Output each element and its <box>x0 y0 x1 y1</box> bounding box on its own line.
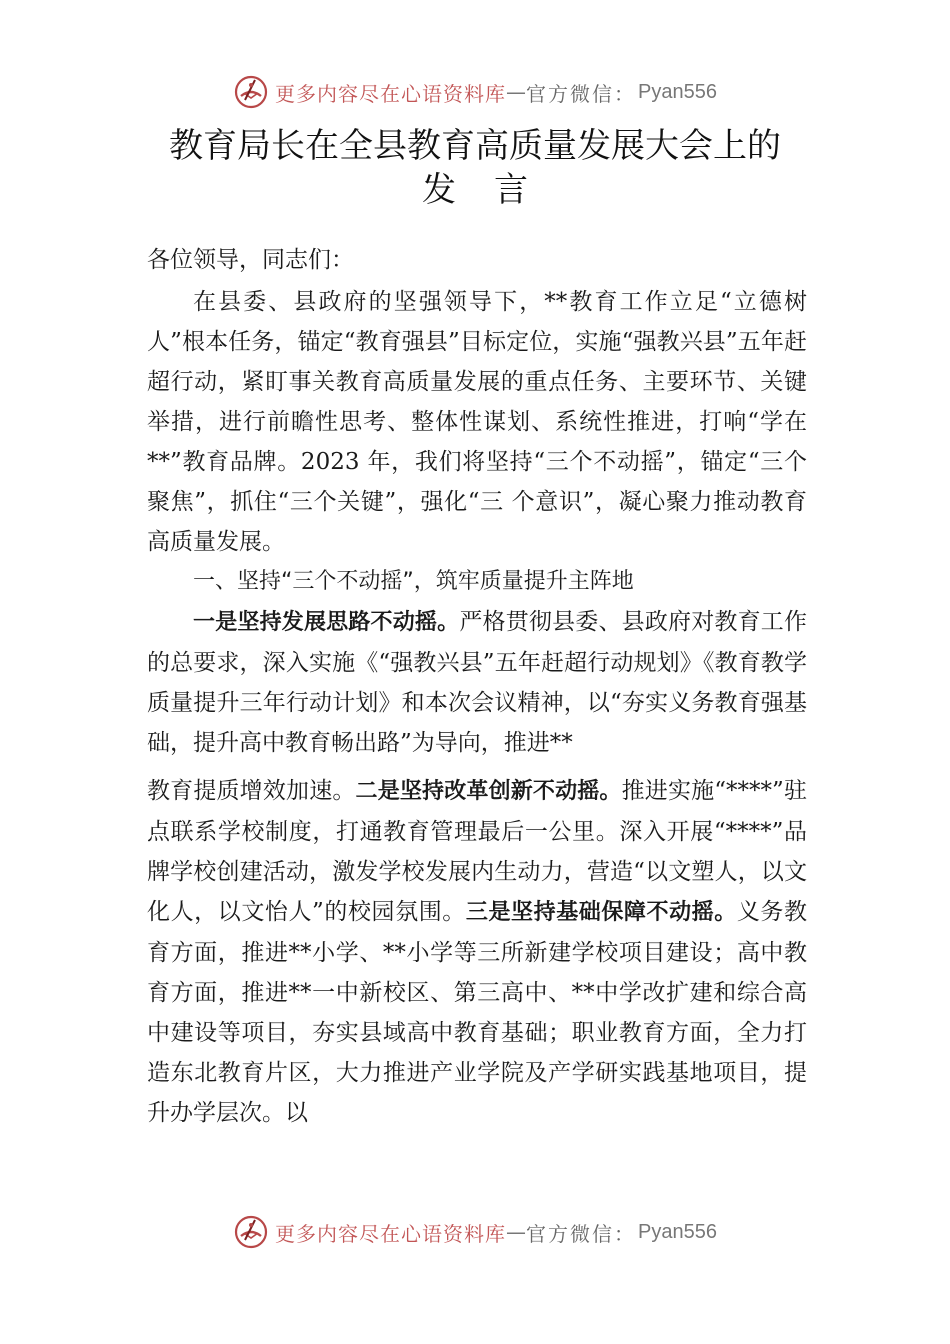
point-3-text: 义务教育方面，推进**小学、**小学等三所新建学校项目建设；高中教育方面，推进**一中新校区、第三高中、**中学改扩建和综合高中建设等项目，夯实县域高中教育基础；职业教育方面，全力打造东北教育片区，大力推进产业学院及产学研实践基地项目，提升办学层次。以 <box>147 899 807 1126</box>
banner-separator: — <box>506 80 527 104</box>
salutation: 各位领导，同志们： <box>147 247 354 273</box>
bottom-banner <box>0 1212 950 1252</box>
banner-account: Pyan556 <box>638 1220 717 1243</box>
point-2-lead: 二是坚持改革创新不动摇。 <box>355 779 622 804</box>
banner-separator: — <box>506 1220 527 1244</box>
banner-wechat-label: 官方微信： <box>526 1221 637 1246</box>
paragraph-gap <box>147 763 807 771</box>
point-1-text: 严格贯彻县委、县政府对教育工作的总要求，深入实施《“强教兴县”五年赶超行动规划》《教育教学质量提升三年行动计划》和本次会议精神，以“夯实义务教育强基础，提升高中教育畅出路”为导向，推进** <box>147 609 807 756</box>
title-line-2: 发言 <box>422 170 566 210</box>
title-line-1: 教育局长在全县教育高质量发展大会上的 <box>169 126 781 166</box>
top-banner <box>0 72 950 112</box>
point-3-lead: 三是坚持基础保障不动摇。 <box>465 900 737 925</box>
intro-paragraph: 在县委、县政府的坚强领导下，**教育工作立足“立德树人”根本任务，锚定“教育强县”目标定位，实施“强教兴县”五年赶超行动，紧盯事关教育高质量发展的重点任务、主要环节、关键举措，进行前瞻性思考、整体性谋划、系统性推进，打响“学在**”教育品牌。2023 年，我们将坚持“三个不动摇”，锚定“三个聚焦”，抓住“三个关键”，强化“三 个意识”，凝心聚力推动教育高质量发展。 <box>147 289 807 555</box>
point-2-paragraph <box>147 771 807 1133</box>
document-title <box>0 124 950 212</box>
point-1-paragraph <box>147 602 807 763</box>
banner-brand-text: 更多内容尽在心语资料库 <box>275 1221 507 1246</box>
banner-wechat-label: 官方微信： <box>526 81 637 106</box>
point-2-text-b: 推进实施“****”驻点联系学校制度，打通教育管理最后一公里。深入开展“****”品牌学校创建活动，激发学校发展内生动力，营造“以文塑人，以文化人，以文怡人”的校园氛围。 <box>147 778 807 925</box>
document-body <box>147 240 807 1133</box>
point-2-text-a: 教育提质增效加速。 <box>147 778 356 804</box>
banner-account: Pyan556 <box>638 80 717 103</box>
banner-brand-text: 更多内容尽在心语资料库 <box>275 81 507 106</box>
section-1-heading: 一、坚持“三个不动摇”，筑牢质量提升主阵地 <box>193 569 634 594</box>
book-logo-icon <box>233 1214 269 1250</box>
point-1-lead: 一是坚持发展思路不动摇。 <box>193 610 460 635</box>
book-logo-icon <box>233 74 269 110</box>
